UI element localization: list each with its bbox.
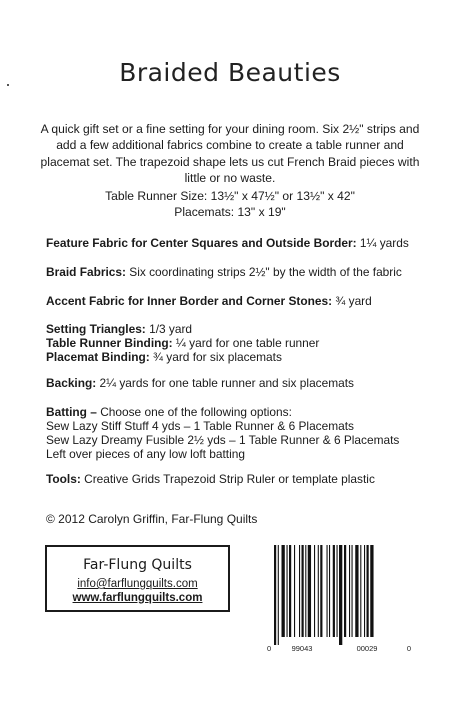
barcode-bar bbox=[308, 545, 311, 637]
barcode-bar bbox=[329, 545, 330, 637]
batting-intro: Choose one of the following options: bbox=[100, 405, 292, 419]
batting-option: Left over pieces of any low loft batting bbox=[46, 447, 245, 461]
accent-fabric-label: Accent Fabric for Inner Border and Corner Stones: bbox=[46, 294, 333, 308]
barcode-bar bbox=[278, 545, 279, 645]
barcode-bars bbox=[274, 545, 374, 645]
barcode-bar bbox=[355, 545, 358, 637]
barcode bbox=[264, 545, 414, 655]
barcode-bar bbox=[339, 545, 342, 645]
setting-triangles-value: 1/3 yard bbox=[149, 322, 193, 336]
tools-label: Tools: bbox=[46, 472, 81, 486]
barcode-bar bbox=[305, 545, 306, 637]
backing-value: 2¼ yards for one table runner and six placemats bbox=[99, 376, 355, 390]
placemat-size: Placemats: 13" x 19" bbox=[174, 205, 286, 219]
placemat-binding-value: ¾ yard for six placemats bbox=[153, 350, 282, 364]
page-title: Braided Beauties bbox=[119, 58, 341, 87]
accent-fabric-line bbox=[46, 294, 372, 310]
batting-option: Sew Lazy Stiff Stuff 4 yds – 1 Table Runner & 6 Placemats bbox=[46, 419, 355, 433]
braid-fabrics-label: Braid Fabrics: bbox=[46, 265, 126, 279]
barcode-bar bbox=[299, 545, 300, 637]
braid-fabrics-line bbox=[46, 265, 402, 281]
intro-paragraph: A quick gift set or a fine setting for your dining room. Six 2½" strips and add a few additional fabrics combine to create a table runner and placemat set. The trapezoid shape lets us cut French Braid pieces with little or no waste. bbox=[40, 122, 420, 186]
barcode-bar bbox=[320, 545, 322, 637]
barcode-group-two: 00029 bbox=[356, 644, 378, 653]
copyright-notice: © 2012 Carolyn Griffin, Far-Flung Quilts bbox=[46, 512, 258, 526]
barcode-group-one: 99043 bbox=[291, 644, 313, 653]
tools-value: Creative Grids Trapezoid Strip Ruler or template plastic bbox=[84, 472, 375, 486]
feature-fabric-line bbox=[46, 236, 409, 252]
barcode-bar bbox=[282, 545, 285, 637]
barcode-bar bbox=[314, 545, 315, 637]
braid-fabrics-value: Six coordinating strips 2½" by the width of the fabric bbox=[129, 265, 402, 279]
barcode-bar bbox=[360, 545, 361, 637]
barcode-bar bbox=[344, 545, 346, 637]
contact-box bbox=[45, 545, 230, 612]
feature-fabric-label: Feature Fabric for Center Squares and Outside Border: bbox=[46, 236, 357, 250]
placemat-binding-label: Placemat Binding: bbox=[46, 350, 150, 364]
batting-option: Sew Lazy Dreamy Fusible 2½ yds – 1 Table Runner & 6 Placemats bbox=[46, 433, 400, 447]
barcode-bar bbox=[302, 545, 304, 637]
backing-line bbox=[46, 376, 354, 392]
barcode-bar bbox=[337, 545, 338, 637]
barcode-bar bbox=[289, 545, 291, 637]
setting-triangles-label: Setting Triangles: bbox=[46, 322, 146, 336]
barcode-bar bbox=[349, 545, 350, 637]
batting-label: Batting – bbox=[46, 405, 97, 419]
backing-label: Backing: bbox=[46, 376, 97, 390]
company-name: Far-Flung Quilts bbox=[83, 557, 192, 573]
email-link[interactable]: info@farflungquilts.com bbox=[77, 578, 198, 590]
placemat-binding-line bbox=[46, 350, 282, 366]
barcode-bar bbox=[367, 545, 369, 637]
barcode-bar bbox=[370, 545, 373, 637]
barcode-bar bbox=[327, 545, 328, 637]
runner-binding-value: ¼ yard for one table runner bbox=[175, 336, 320, 350]
barcode-bar bbox=[274, 545, 276, 645]
barcode-bar bbox=[333, 545, 335, 637]
barcode-bar bbox=[352, 545, 353, 637]
finished-sizes bbox=[36, 188, 424, 220]
barcode-bar bbox=[287, 545, 288, 637]
website-link[interactable]: www.farflungquilts.com bbox=[72, 592, 203, 604]
accent-fabric-value: ¾ yard bbox=[335, 294, 372, 308]
runner-binding-label: Table Runner Binding: bbox=[46, 336, 173, 350]
barcode-digit-right: 0 bbox=[406, 644, 411, 653]
feature-fabric-value: 1¼ yards bbox=[359, 236, 409, 250]
barcode-digit-left: 0 bbox=[267, 644, 272, 653]
runner-size: Table Runner Size: 13½" x 47½" or 13½" x 42" bbox=[105, 189, 355, 203]
barcode-bar bbox=[294, 545, 295, 637]
barcode-bar bbox=[318, 545, 319, 637]
tools-line bbox=[46, 472, 375, 488]
barcode-bar bbox=[364, 545, 365, 637]
